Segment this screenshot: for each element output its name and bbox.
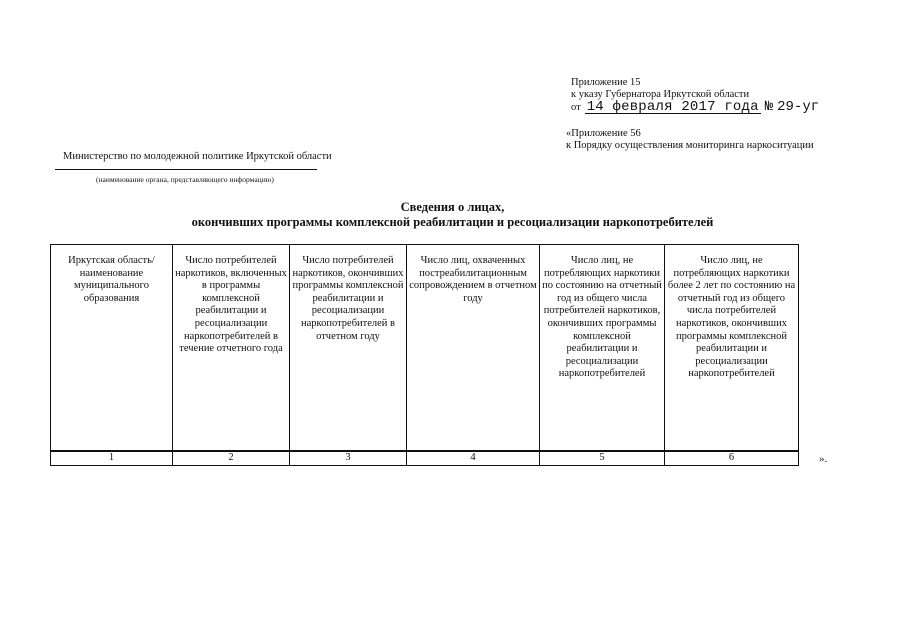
title-line-1: Сведения о лицах,	[400, 200, 505, 214]
header-cell-completed: Число потребителей наркотиков, окончивших программы комплексной реабилитации и ресоциализации наркопотребителей в отчетном году	[290, 245, 407, 451]
closing-quote: ».	[819, 453, 828, 465]
table-header-row	[51, 245, 799, 451]
column-number: 4	[407, 451, 540, 466]
annex-number-value: 29-уг	[777, 99, 820, 115]
inner-annex-block	[566, 128, 814, 152]
column-number: 3	[290, 451, 407, 466]
annex-title: Приложение 15	[571, 77, 641, 88]
title-line-2: окончивших программы комплексной реабилитации и ресоциализации наркопотребителей	[191, 215, 714, 229]
annex-block	[571, 77, 819, 114]
column-number: 5	[540, 451, 665, 466]
column-number: 6	[665, 451, 799, 466]
header-cell-not-using-2-years: Число лиц, не потребляющих наркотики более 2 лет по состоянию на отчетный год из общего числа потребителей наркотиков, окончивших программы комплексной реабилитации и ресоциализации наркопотребителей	[665, 245, 799, 451]
annex-date-line	[571, 101, 819, 114]
inner-annex-ref: к Порядку осуществления мониторинга наркоситуации	[566, 140, 814, 151]
ministry-name: Министерство по молодежной политике Иркутской области	[63, 151, 332, 162]
annex-date-value: 14 февраля 2017 года	[586, 99, 759, 115]
header-cell-post-rehab: Число лиц, охваченных постреабилитационным сопровождением в отчетном году	[407, 245, 540, 451]
data-table	[50, 244, 799, 466]
header-cell-included: Число потребителей наркотиков, включенных в программы комплексной реабилитации и ресоциализации наркопотребителей в течение отчетного года	[173, 245, 290, 451]
ministry-underline	[55, 169, 317, 170]
header-cell-not-using: Число лиц, не потребляющих наркотики по состоянию на отчетный год из общего числа потребителей наркотиков, окончивших программы комплексной реабилитации и ресоциализации наркопотребителей	[540, 245, 665, 451]
inner-annex-title: «Приложение 56	[566, 128, 641, 139]
page-title	[0, 200, 905, 230]
annex-date-prefix: от	[571, 102, 581, 113]
ministry-caption: (наименование органа, представляющего информацию)	[96, 175, 274, 184]
column-number: 2	[173, 451, 290, 466]
table-row	[51, 451, 799, 466]
column-number: 1	[51, 451, 173, 466]
header-cell-region: Иркутская область/ наименование муниципального образования	[51, 245, 173, 451]
annex-decree-ref: к указу Губернатора Иркутской области	[571, 89, 750, 100]
annex-number-sign: №	[764, 99, 774, 115]
